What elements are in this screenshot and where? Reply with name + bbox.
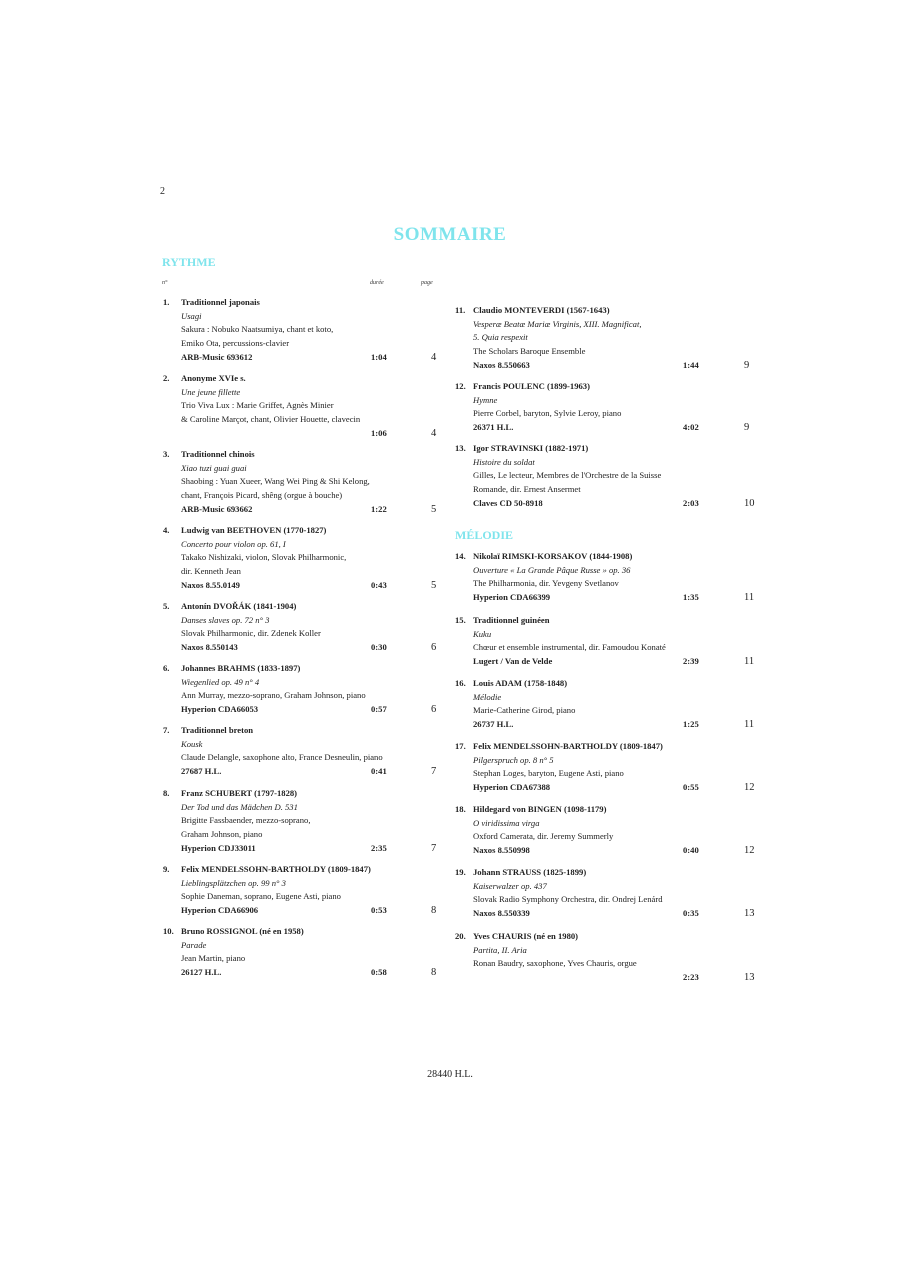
- entry-duration: 0:41: [371, 766, 387, 777]
- page-number: 2: [160, 186, 165, 197]
- entry-work-title: Hymne: [473, 394, 498, 405]
- entry-performers: Gilles, Le lecteur, Membres de l'Orchestre de la Suisse: [473, 470, 662, 481]
- entry-work-title: Kaiserwalzer op. 437: [473, 880, 547, 891]
- entry-label: Hyperion CDA66906: [181, 905, 259, 916]
- entry-page: 5: [431, 503, 437, 515]
- column-head-num: n°: [162, 280, 168, 286]
- entry-performers: Claude Delangle, saxophone alto, France Desneulin, piano: [181, 752, 383, 763]
- entry-composer: Felix MENDELSSOHN-BARTHOLDY (1809-1847): [473, 741, 663, 751]
- entry-number: 10.: [163, 926, 174, 936]
- entry-duration: 2:23: [683, 972, 699, 983]
- entry-composer: Ludwig van BEETHOVEN (1770-1827): [181, 525, 327, 535]
- entry-performers: dir. Kenneth Jean: [181, 566, 241, 577]
- entry-work-title: Wiegenlied op. 49 n° 4: [181, 676, 260, 687]
- entry-duration: 0:43: [371, 579, 387, 590]
- entry-duration: 0:53: [371, 905, 387, 916]
- entry-work-title: Parade: [181, 939, 207, 950]
- entry-composer: Igor STRAVINSKI (1882-1971): [473, 443, 589, 453]
- entry-number: 14.: [455, 551, 466, 561]
- entry-page: 8: [431, 967, 437, 979]
- entry-page: 12: [744, 845, 755, 857]
- entry-performers: Stephan Loges, baryton, Eugene Asti, piano: [473, 768, 624, 779]
- entry-number: 12.: [455, 381, 466, 391]
- page-title: SOMMAIRE: [393, 224, 507, 245]
- entry-composer: Yves CHAURIS (né en 1980): [473, 931, 579, 941]
- entry-duration: 0:57: [371, 704, 387, 715]
- entry-number: 5.: [163, 601, 170, 611]
- entry-page: 7: [431, 766, 437, 778]
- toc-entry: [163, 600, 437, 655]
- entry-duration: 1:44: [683, 359, 699, 370]
- entry-number: 6.: [163, 663, 170, 673]
- entry-duration: 4:02: [683, 422, 699, 433]
- entry-duration: 0:55: [683, 782, 699, 793]
- section-heading-rythme: RYTHME: [162, 255, 216, 269]
- entry-composer: Traditionnel chinois: [181, 449, 255, 459]
- entry-work-title: 5. Quia respexit: [473, 332, 528, 343]
- entry-label: Hyperion CDA66399: [473, 592, 551, 603]
- entry-number: 15.: [455, 615, 466, 625]
- entry-composer: Bruno ROSSIGNOL (né en 1958): [181, 926, 304, 936]
- entry-label: 26371 H.L.: [473, 422, 514, 433]
- entry-composer: Johannes BRAHMS (1833-1897): [181, 663, 301, 673]
- entry-duration: 1:35: [683, 592, 699, 603]
- toc-entry: [455, 442, 755, 511]
- entry-page: 11: [744, 719, 755, 731]
- entry-number: 16.: [455, 678, 466, 688]
- entry-page: 8: [431, 905, 437, 917]
- entry-label: Naxos 8.55.0149: [181, 579, 240, 590]
- entry-number: 11.: [455, 305, 466, 315]
- entry-performers: Pierre Corbel, baryton, Sylvie Leroy, piano: [473, 408, 622, 419]
- entry-composer: Anonyme XVIe s.: [181, 373, 246, 383]
- entry-performers: Jean Martin, piano: [181, 953, 246, 964]
- entry-page: 4: [431, 427, 437, 439]
- entry-label: Naxos 8.550663: [473, 359, 530, 370]
- entry-performers: Oxford Camerata, dir. Jeremy Summerly: [473, 831, 614, 842]
- entry-performers: Brigitte Fassbaender, mezzo-soprano,: [181, 815, 311, 826]
- toc-entry: [163, 787, 437, 856]
- column-head-page: page: [421, 280, 433, 286]
- entry-label: Naxos 8.550339: [473, 908, 530, 919]
- entry-duration: 1:22: [371, 503, 387, 514]
- entry-label: 26127 H.L.: [181, 967, 222, 978]
- entry-work-title: Partita, II. Aria: [473, 944, 527, 955]
- toc-entry: [455, 866, 755, 921]
- toc-entry: [455, 550, 755, 605]
- entry-number: 4.: [163, 525, 170, 535]
- entry-composer: Nikolaï RIMSKI-KORSAKOV (1844-1908): [473, 551, 633, 561]
- entry-page: 6: [431, 642, 437, 654]
- entry-number: 17.: [455, 741, 466, 751]
- entry-number: 7.: [163, 725, 170, 735]
- entry-work-title: Vesperæ Beatæ Mariæ Virginis, XIII. Magnificat,: [473, 318, 642, 329]
- entry-work-title: Mélodie: [473, 691, 502, 702]
- entry-page: 9: [744, 359, 750, 371]
- toc-entry: [455, 304, 750, 373]
- entry-duration: 0:30: [371, 642, 387, 653]
- entry-composer: Franz SCHUBERT (1797-1828): [181, 788, 298, 798]
- entry-performers: The Philharmonia, dir. Yevgeny Svetlanov: [473, 578, 619, 589]
- entry-duration: 0:58: [371, 967, 387, 978]
- entry-duration: 0:40: [683, 845, 699, 856]
- entry-performers: Slovak Radio Symphony Orchestra, dir. Ondrej Lenárd: [473, 894, 663, 905]
- entry-performers: Shaobing : Yuan Xueer, Wang Wei Ping & Shi Kelong,: [181, 476, 370, 487]
- entry-page: 10: [744, 497, 755, 509]
- entry-performers: Romande, dir. Ernest Ansermet: [473, 484, 581, 495]
- entry-number: 18.: [455, 804, 466, 814]
- entry-work-title: Concerto pour violon op. 61, I: [181, 538, 286, 549]
- entry-number: 20.: [455, 931, 466, 941]
- entry-composer: Traditionnel japonais: [181, 297, 260, 307]
- entry-work-title: Usagi: [181, 310, 202, 321]
- entry-performers: chant, François Picard, shêng (orgue à bouche): [181, 490, 343, 501]
- entry-work-title: Pilgerspruch op. 8 n° 5: [473, 754, 554, 765]
- entry-label: Lugert / Van de Velde: [473, 656, 553, 667]
- entry-performers: Graham Johnson, piano: [181, 829, 263, 840]
- entry-duration: 0:35: [683, 908, 699, 919]
- entry-composer: Traditionnel breton: [181, 725, 254, 735]
- section-heading-melodie: MÉLODIE: [455, 528, 514, 542]
- entry-work-title: Kuku: [473, 628, 492, 639]
- entry-number: 3.: [163, 449, 170, 459]
- entry-work-title: Der Tod und das Mädchen D. 531: [181, 801, 298, 812]
- entry-work-title: Histoire du soldat: [473, 456, 535, 467]
- entry-composer: Francis POULENC (1899-1963): [473, 381, 590, 391]
- entry-work-title: Xiao tuzi guai guai: [181, 462, 247, 473]
- entry-page: 12: [744, 782, 755, 794]
- entry-work-title: Kousk: [181, 738, 203, 749]
- entry-performers: The Scholars Baroque Ensemble: [473, 346, 586, 357]
- toc-entry: [455, 930, 755, 985]
- toc-entry: [163, 524, 437, 593]
- entry-label: Naxos 8.550998: [473, 845, 530, 856]
- entry-duration: 2:03: [683, 497, 699, 508]
- entry-label: 27687 H.L.: [181, 766, 222, 777]
- entry-page: 13: [744, 908, 755, 920]
- entry-page: 5: [431, 579, 437, 591]
- toc-entry: [163, 724, 437, 779]
- toc-entry: [163, 863, 437, 918]
- entry-performers: Trio Viva Lux : Marie Griffet, Agnès Minier: [181, 400, 334, 411]
- toc-entry: [455, 380, 750, 435]
- toc-entry: [455, 803, 755, 858]
- toc-entry: [455, 740, 755, 795]
- toc-entry: [455, 614, 755, 669]
- entry-page: 6: [431, 704, 437, 716]
- entry-work-title: Lieblingsplätzchen op. 99 n° 3: [181, 877, 286, 888]
- entry-page: 7: [431, 842, 437, 854]
- entry-work-title: Danses slaves op. 72 n° 3: [181, 614, 270, 625]
- entry-number: 2.: [163, 373, 170, 383]
- entry-work-title: O viridissima virga: [473, 817, 540, 828]
- entry-page: 11: [744, 656, 755, 668]
- entry-composer: Claudio MONTEVERDI (1567-1643): [473, 305, 610, 315]
- entry-page: 13: [744, 972, 755, 984]
- column-head-duration: durée: [370, 280, 384, 286]
- entry-duration: 2:39: [683, 656, 699, 667]
- entry-page: 11: [744, 592, 755, 604]
- entry-performers: Marie-Catherine Girod, piano: [473, 705, 576, 716]
- entry-composer: Johann STRAUSS (1825-1899): [473, 867, 587, 877]
- entry-composer: Louis ADAM (1758-1848): [473, 678, 568, 688]
- entry-performers: Takako Nishizaki, violon, Slovak Philharmonic,: [181, 552, 347, 563]
- toc-entry: [455, 677, 755, 732]
- entry-label: Claves CD 50-8918: [473, 497, 543, 508]
- entry-label: Hyperion CDJ33011: [181, 842, 256, 853]
- entry-number: 19.: [455, 867, 466, 877]
- entry-label: Hyperion CDA67388: [473, 782, 551, 793]
- entry-composer: Felix MENDELSSOHN-BARTHOLDY (1809-1847): [181, 864, 371, 874]
- entry-label: 26737 H.L.: [473, 719, 514, 730]
- entry-label: ARB-Music 693612: [181, 351, 253, 362]
- entry-number: 8.: [163, 788, 170, 798]
- entry-work-title: Une jeune fillette: [181, 386, 241, 397]
- entry-duration: 1:06: [371, 427, 387, 438]
- entry-label: ARB-Music 693662: [181, 503, 253, 514]
- entry-composer: Hildegard von BINGEN (1098-1179): [473, 804, 607, 814]
- toc-entry: [163, 372, 437, 441]
- entry-duration: 1:25: [683, 719, 699, 730]
- entry-page: 9: [744, 422, 750, 434]
- toc-entry: [163, 662, 437, 717]
- entry-performers: Ronan Baudry, saxophone, Yves Chauris, orgue: [473, 958, 637, 969]
- entry-performers: Emiko Ota, percussions-clavier: [181, 338, 290, 349]
- entry-label: Naxos 8.550143: [181, 642, 238, 653]
- toc-entry: [163, 925, 437, 980]
- entry-performers: Ann Murray, mezzo-soprano, Graham Johnson, piano: [181, 690, 366, 701]
- toc-entry: [163, 448, 437, 517]
- footer-reference: 28440 H.L.: [427, 1069, 473, 1080]
- entry-number: 9.: [163, 864, 170, 874]
- entry-performers: Sakura : Nobuko Naatsumiya, chant et koto,: [181, 324, 334, 335]
- entry-composer: Traditionnel guinéen: [473, 615, 550, 625]
- entry-duration: 2:35: [371, 842, 387, 853]
- entry-performers: Chœur et ensemble instrumental, dir. Famoudou Konaté: [473, 642, 666, 653]
- entry-number: 13.: [455, 443, 466, 453]
- entry-performers: Slovak Philharmonic, dir. Zdenek Koller: [181, 628, 321, 639]
- toc-entry: [163, 296, 437, 365]
- entry-performers: & Caroline Marçot, chant, Olivier Houette, clavecin: [181, 414, 361, 425]
- entry-label: Hyperion CDA66053: [181, 704, 259, 715]
- entry-duration: 1:04: [371, 351, 387, 362]
- entry-performers: Sophie Daneman, soprano, Eugene Asti, piano: [181, 891, 341, 902]
- entry-page: 4: [431, 351, 437, 363]
- entry-composer: Antonín DVOŘÁK (1841-1904): [181, 601, 297, 611]
- entry-number: 1.: [163, 297, 170, 307]
- entry-work-title: Ouverture « La Grande Pâque Russe » op. 36: [473, 564, 631, 575]
